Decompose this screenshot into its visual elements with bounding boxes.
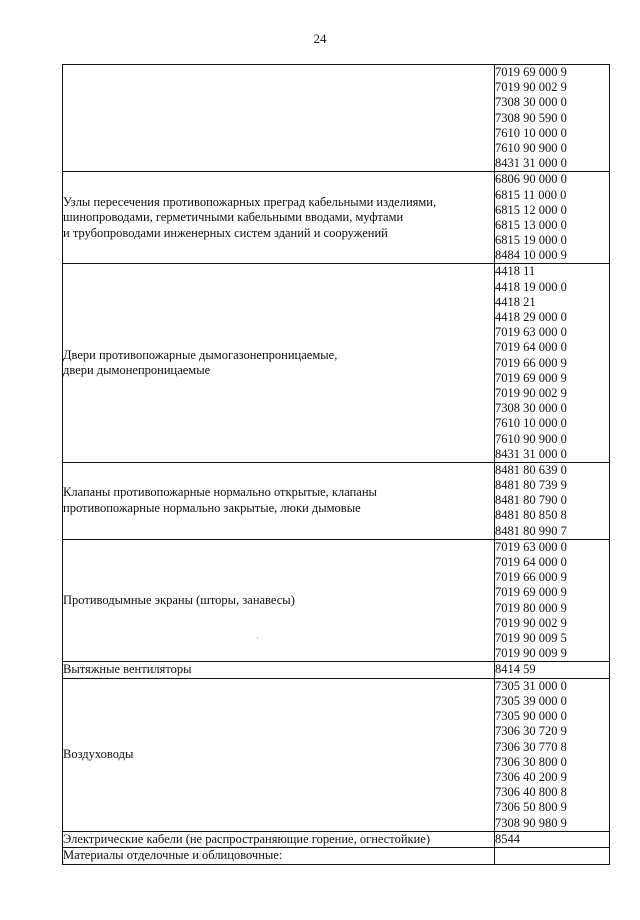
- row-codes-cell: [495, 65, 610, 172]
- tn-ved-code: 7610 10 000 0: [495, 416, 567, 431]
- tn-ved-code: 6815 13 000 0: [495, 217, 567, 232]
- tn-ved-code: 7308 30 000 0: [495, 95, 567, 110]
- tn-ved-code: 8544: [495, 831, 520, 846]
- tn-ved-code: 7019 63 000 0: [495, 325, 567, 340]
- tn-ved-code: 7019 66 000 9: [495, 570, 567, 585]
- tn-ved-code: 7019 69 000 9: [495, 65, 567, 79]
- row-description: Узлы пересечения противопожарных преград кабельными изделиями, шинопроводами, герметичными кабельными вводами, муфтами и трубопроводами инженерных систем зданий и сооружений: [63, 194, 437, 240]
- tn-ved-code: 7305 31 000 0: [495, 678, 567, 693]
- table-row: [63, 831, 610, 848]
- tn-ved-code: 8431 31 000 0: [495, 446, 567, 461]
- tn-ved-code: 4418 29 000 0: [495, 310, 567, 324]
- row-description: Клапаны противопожарные нормально открытые, клапаны противопожарные нормально закрытые, люки дымовые: [63, 485, 377, 515]
- row-codes-cell: [495, 662, 610, 679]
- tn-ved-code: 7019 64 000 0: [495, 340, 567, 355]
- row-description-cell: [63, 264, 495, 462]
- tn-ved-code: 8481 80 739 9: [495, 478, 567, 493]
- tn-ved-code: 8431 31 000 0: [495, 156, 567, 171]
- tn-ved-code: 4418 21: [495, 294, 536, 309]
- table-row: [63, 172, 610, 264]
- row-description: Двери противопожарные дымогазонепроницаемые, двери дымонепроницаемые: [63, 347, 338, 378]
- tn-ved-code: 6815 19 000 0: [495, 233, 567, 248]
- tn-ved-code: 7019 90 002 9: [495, 615, 567, 630]
- row-description-cell: [63, 65, 495, 172]
- row-codes-cell: [495, 848, 610, 865]
- table-row: [63, 678, 610, 831]
- table-row: [63, 662, 610, 679]
- row-description: Материалы отделочные и облицовочные:: [63, 848, 283, 863]
- stray-dot-mark: ·: [256, 634, 259, 643]
- row-description-cell: [63, 172, 495, 264]
- table-row: [63, 848, 610, 865]
- tn-ved-code: 7306 30 800 0: [495, 754, 567, 769]
- row-description-cell: [63, 831, 495, 848]
- tn-ved-code: 7610 90 900 0: [495, 140, 567, 155]
- tn-ved-code: 7305 90 000 0: [495, 709, 567, 724]
- table-row: [63, 462, 610, 539]
- tn-ved-code: 7019 90 002 9: [495, 80, 567, 95]
- tn-ved-code: 4418 11: [495, 264, 536, 279]
- tn-ved-code: 7019 90 002 9: [495, 385, 567, 400]
- tn-ved-code: 7019 64 000 0: [495, 555, 567, 569]
- row-codes-cell: [495, 264, 610, 462]
- tn-ved-code: 7306 50 800 9: [495, 800, 567, 815]
- tn-ved-code: 8481 80 639 0: [495, 462, 567, 477]
- tn-ved-code: 7019 66 000 9: [495, 355, 567, 370]
- tn-ved-code: 4418 19 000 0: [495, 279, 567, 294]
- tn-ved-code: 7610 10 000 0: [495, 125, 567, 140]
- row-description-cell: [63, 848, 495, 865]
- tn-ved-code: 8414 59: [495, 662, 536, 677]
- row-description: Вытяжные вентиляторы: [63, 662, 192, 677]
- tn-ved-code: 7308 30 000 0: [495, 401, 567, 416]
- table-row: [63, 264, 610, 462]
- row-description: Воздуховоды: [63, 747, 134, 761]
- tn-ved-code: [495, 848, 609, 863]
- tn-ved-code: 7305 39 000 0: [495, 694, 567, 708]
- tn-ved-code: 7019 69 000 9: [495, 370, 567, 385]
- tn-ved-code: 7308 90 590 0: [495, 110, 567, 125]
- tn-ved-code: 6806 90 000 0: [495, 172, 567, 187]
- row-description-cell: [63, 462, 495, 539]
- stray-dot-mark: ·: [62, 858, 65, 867]
- row-codes-cell: [495, 462, 610, 539]
- row-codes-cell: [495, 539, 610, 662]
- table-body: [63, 65, 610, 865]
- row-codes-cell: [495, 678, 610, 831]
- tn-ved-code: 8484 10 000 9: [495, 248, 567, 263]
- row-codes-cell: [495, 172, 610, 264]
- tn-ved-code: 6815 11 000 0: [495, 187, 567, 202]
- row-codes-cell: [495, 831, 610, 848]
- tn-ved-code: 7019 90 009 9: [495, 646, 567, 661]
- tn-ved-code: 7306 40 200 9: [495, 769, 567, 784]
- tn-ved-code: 8481 80 850 8: [495, 508, 567, 523]
- tn-ved-code: 7306 30 720 9: [495, 724, 567, 739]
- tn-ved-code: 7306 40 800 8: [495, 785, 567, 800]
- row-description-cell: [63, 539, 495, 662]
- table-row: [63, 65, 610, 172]
- tn-ved-code: 6815 12 000 0: [495, 202, 567, 217]
- row-description: Противодымные экраны (шторы, занавесы): [63, 592, 295, 607]
- tn-ved-code: 7019 90 009 5: [495, 630, 567, 645]
- tn-ved-code: 7019 69 000 9: [495, 585, 567, 600]
- tn-ved-code: 8481 80 990 7: [495, 523, 567, 538]
- row-description: Электрические кабели (не распространяющие горение, огнестойкие): [63, 831, 431, 846]
- tn-ved-code: 7306 30 770 8: [495, 739, 567, 754]
- product-codes-table: [62, 64, 610, 865]
- page-number: 24: [313, 31, 327, 46]
- tn-ved-code: 7308 90 980 9: [495, 815, 567, 830]
- tn-ved-code: 7019 80 000 9: [495, 600, 567, 615]
- tn-ved-code: 7610 90 900 0: [495, 431, 567, 446]
- table-row: [63, 539, 610, 662]
- tn-ved-code: 8481 80 790 0: [495, 493, 567, 508]
- tn-ved-code: 7019 63 000 0: [495, 539, 567, 554]
- row-description-cell: [63, 662, 495, 679]
- row-description-cell: [63, 678, 495, 831]
